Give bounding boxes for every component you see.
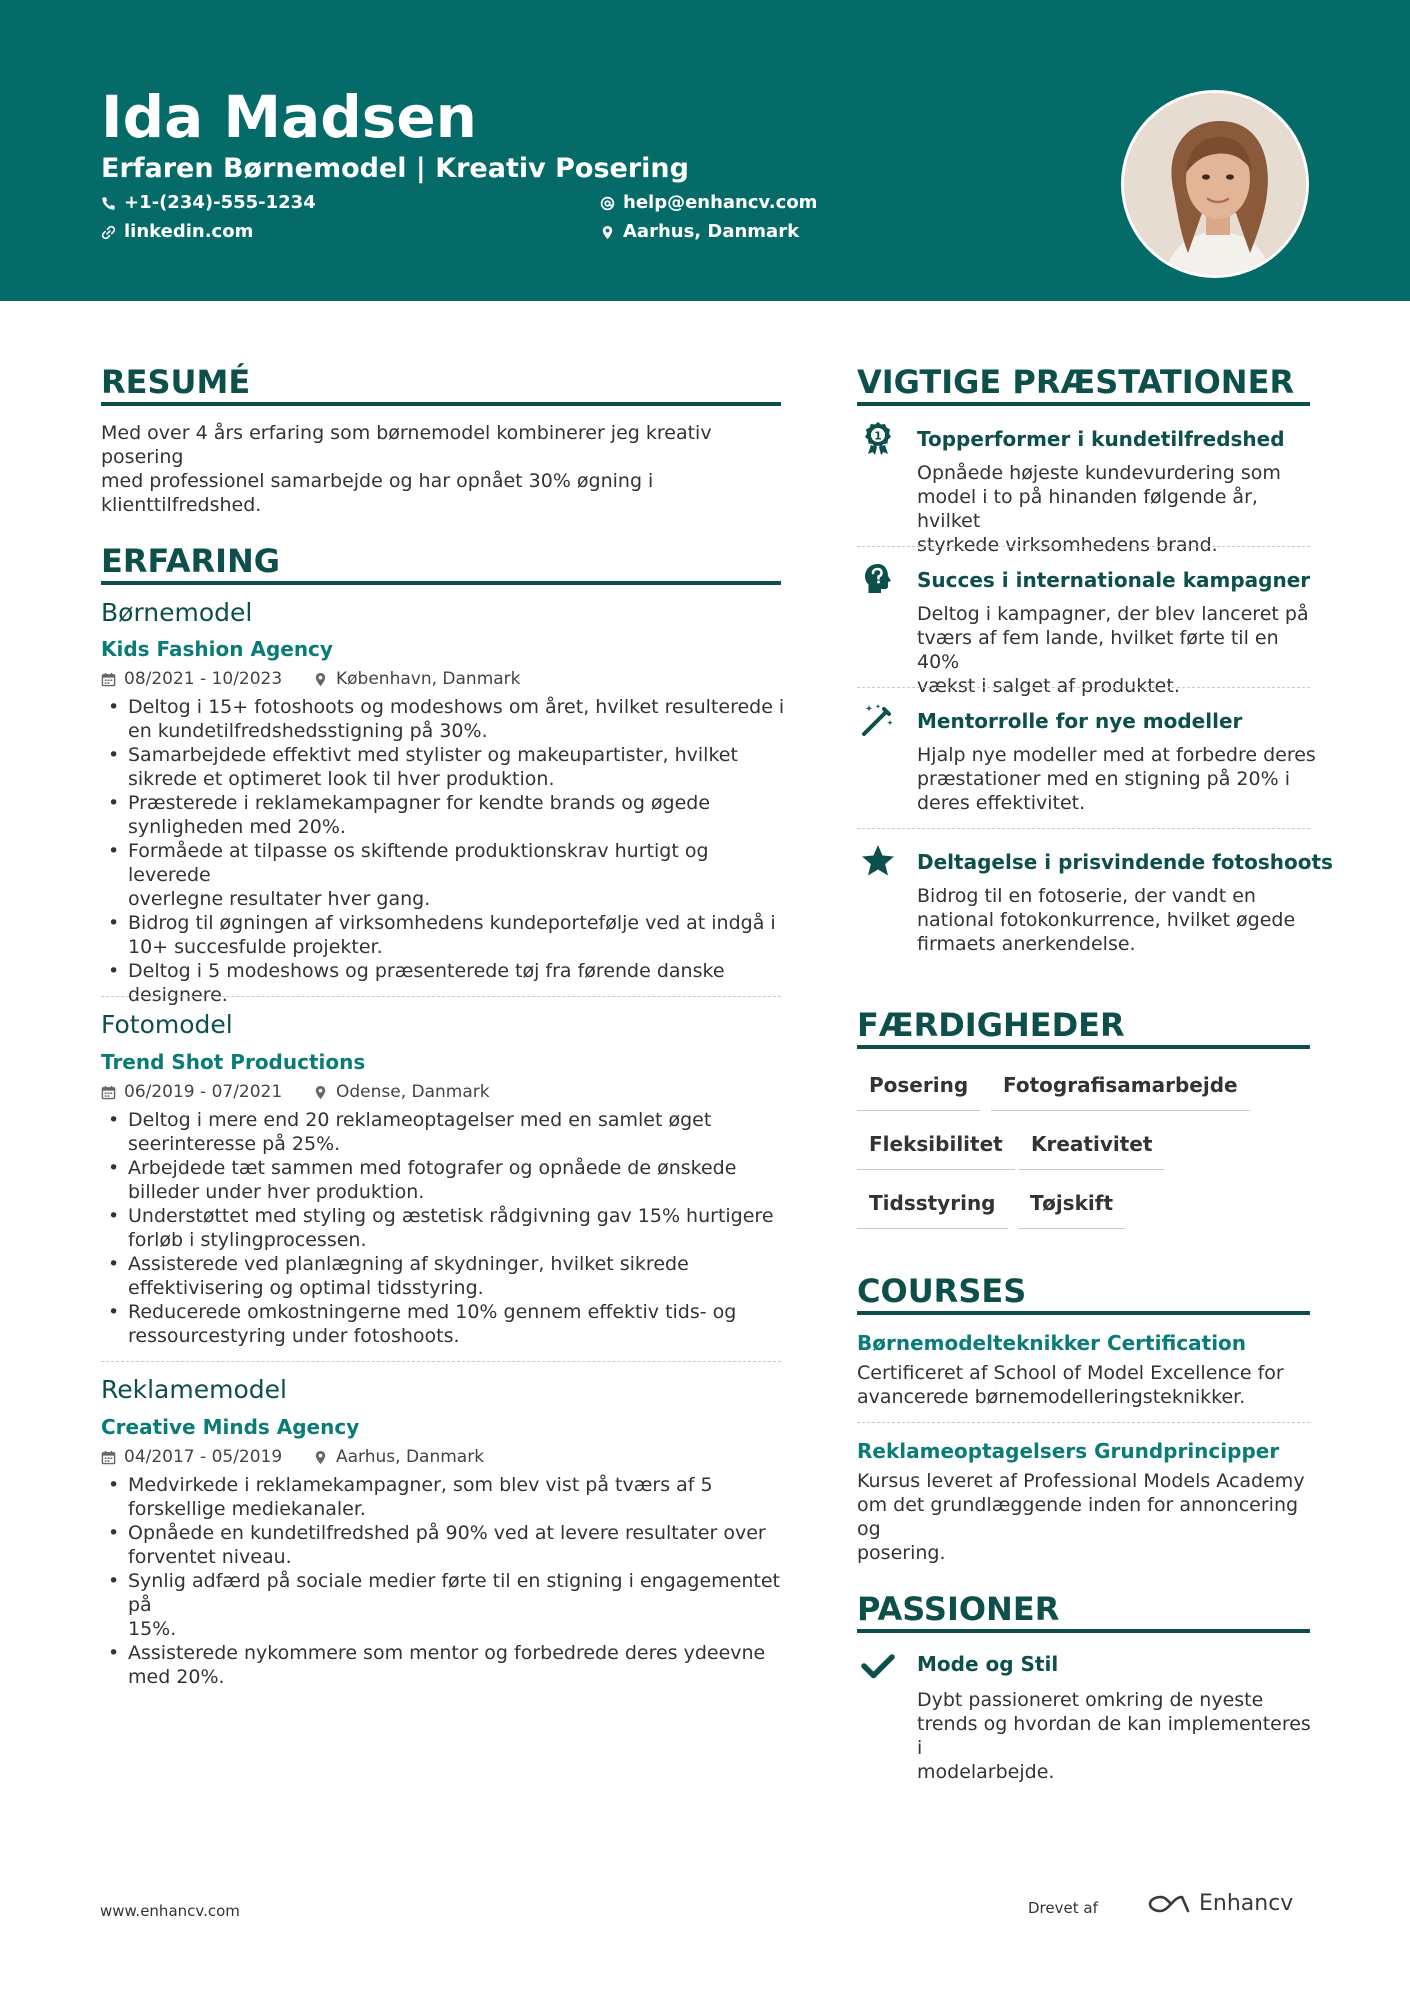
magic-wand-icon (860, 702, 896, 738)
description-line: Deltog i kampagner, der blev lanceret på (917, 603, 1309, 625)
job-bullets (101, 1108, 791, 1348)
bullet-line: • Præsterede i reklamekampagner for kendte brands og øgede (128, 792, 711, 814)
passion-title: Mode og Stil (917, 1652, 1059, 1676)
description-line: firmaets anerkendelse. (917, 933, 1136, 955)
achievements-heading: VIGTIGE PRÆSTATIONER (857, 363, 1295, 401)
description-line: vækst i salget af produktet. (917, 675, 1180, 697)
job-bullet (101, 1569, 791, 1641)
skill-tag: Posering (857, 1072, 980, 1111)
contact-email[interactable] (600, 191, 817, 215)
job-role: Reklamemodel (101, 1375, 287, 1404)
job-bullet (101, 1204, 791, 1252)
description-line: deres effektivitet. (917, 792, 1086, 814)
profile-portrait-illustration (1124, 93, 1309, 278)
bullet-line: • Opnåede en kundetilfredshed på 90% ved at levere resultater over (128, 1522, 766, 1544)
location-pin-icon (313, 672, 328, 687)
job-company[interactable]: Creative Minds Agency (101, 1415, 360, 1439)
linkedin-text: linkedin.com (124, 221, 254, 242)
achievement-divider (857, 546, 1310, 547)
candidate-subtitle: Erfaren Børnemodel | Kreativ Posering (101, 153, 689, 184)
summary-rule (101, 402, 781, 406)
phone-icon (101, 196, 116, 211)
bullet-line: synligheden med 20%. (128, 816, 346, 838)
summary-line: klienttilfredshed. (101, 494, 262, 516)
footer-website[interactable]: www.enhancv.com (100, 1902, 240, 1920)
course-divider (857, 1422, 1310, 1423)
course-title: Reklameoptagelsers Grundprincipper (857, 1439, 1280, 1463)
achievement-title: Topperformer i kundetilfredshed (917, 427, 1285, 451)
achievements-rule (857, 402, 1310, 406)
job-bullet (101, 791, 791, 839)
location-pin-icon (313, 1085, 328, 1100)
course-description (857, 1361, 1310, 1409)
bullet-line: • Formåede at tilpasse os skiftende produktionskrav hurtigt og leverede (128, 840, 709, 886)
description-line: præstationer med en stigning på 20% i (917, 768, 1290, 790)
at-icon (600, 196, 615, 211)
description-line: trends og hvordan de kan implementeres i (917, 1713, 1311, 1759)
bullet-line: • Reducerede omkostningerne med 10% gennem effektiv tids- og (128, 1301, 737, 1323)
achievement-title: Mentorrolle for nye modeller (917, 709, 1243, 733)
phone-text: +1-(234)-555-1234 (124, 192, 316, 213)
job-dates (101, 668, 282, 690)
bullet-line: designere. (128, 984, 228, 1006)
bullet-line: • Deltog i 5 modeshows og præsenterede tøj fra førende danske (128, 960, 725, 982)
bullet-line: • Assisterede ved planlægning af skydninger, hvilket sikrede (128, 1253, 689, 1275)
bullet-line: • Synlig adfærd på sociale medier førte til en stigning i engagementet på (128, 1570, 780, 1616)
bullet-line: sikrede et optimeret look til hver produktion. (128, 768, 555, 790)
courses-rule (857, 1311, 1310, 1315)
award-ribbon-icon (860, 420, 896, 456)
job-location-text: Aarhus, Danmark (336, 1447, 485, 1467)
bullet-line: ressourcestyring under fotoshoots. (128, 1325, 460, 1347)
bullet-line: • Deltog i mere end 20 reklameoptagelser med en samlet øget (128, 1109, 712, 1131)
job-bullets (101, 695, 791, 1007)
skill-tag: Tøjskift (1018, 1190, 1125, 1229)
job-bullet (101, 959, 791, 1007)
description-line: Bidrog til en fotoserie, der vandt en (917, 885, 1256, 907)
enhancv-logo-icon (1147, 1891, 1193, 1917)
location-pin-icon (600, 225, 615, 240)
email-text: help@enhancv.com (623, 192, 818, 213)
job-bullet (101, 839, 791, 911)
bullet-line: • Medvirkede i reklamekampagner, som blev vist på tværs af 5 (128, 1474, 713, 1496)
bullet-line: en kundetilfredshedsstigning på 30%. (128, 720, 488, 742)
course-description (857, 1469, 1310, 1565)
calendar-icon (101, 1450, 116, 1465)
job-company[interactable]: Kids Fashion Agency (101, 637, 333, 661)
job-dates-text: 08/2021 - 10/2023 (124, 669, 283, 689)
job-dates-text: 04/2017 - 05/2019 (124, 1447, 283, 1467)
description-line: tværs af fem lande, hvilket førte til en 40% (917, 627, 1279, 673)
contact-location (600, 220, 799, 244)
job-dates (101, 1081, 282, 1103)
description-line: Certificeret af School of Model Excellence for (857, 1362, 1284, 1384)
bullet-line: effektivisering og optimal tidsstyring. (128, 1277, 484, 1299)
bullet-line: overlegne resultater hver gang. (128, 888, 431, 910)
job-bullet (101, 695, 791, 743)
job-bullet (101, 1252, 791, 1300)
achievement-divider (857, 828, 1310, 829)
star-icon (860, 843, 896, 879)
courses-heading: COURSES (857, 1272, 1027, 1310)
footer-brand-logo[interactable] (1147, 1891, 1293, 1917)
description-line: Dybt passioneret omkring de nyeste (917, 1689, 1264, 1711)
description-line: model i to på hinanden følgende år, hvilket (917, 486, 1258, 532)
job-bullet (101, 1521, 791, 1569)
job-bullets (101, 1473, 791, 1689)
passions-rule (857, 1629, 1310, 1633)
job-location (313, 1081, 490, 1103)
description-line: modelarbejde. (917, 1761, 1055, 1783)
summary-line: med professionel samarbejde og har opnået 30% øgning i (101, 470, 654, 492)
skill-tag: Fleksibilitet (857, 1131, 1015, 1170)
achievement-description (917, 884, 1317, 956)
passion-description (917, 1688, 1317, 1784)
job-role: Børnemodel (101, 598, 253, 627)
summary-heading: RESUMÉ (101, 363, 251, 401)
job-location-text: København, Danmark (336, 669, 521, 689)
description-line: posering. (857, 1542, 946, 1564)
skill-tag: Fotografisamarbejde (991, 1072, 1250, 1111)
passions-heading: PASSIONER (857, 1590, 1060, 1628)
candidate-name: Ida Madsen (101, 83, 477, 151)
calendar-icon (101, 1085, 116, 1100)
job-divider (101, 996, 781, 997)
bullet-line: forventet niveau. (128, 1546, 292, 1568)
job-dates (101, 1446, 282, 1468)
job-location (313, 668, 521, 690)
summary-line: Med over 4 års erfaring som børnemodel kombinerer jeg kreativ posering (101, 422, 712, 468)
summary-text (101, 421, 781, 517)
achievement-description (917, 602, 1317, 698)
footer-powered-by: Drevet af (1028, 1899, 1098, 1917)
bullet-line: 15%. (128, 1618, 177, 1640)
job-bullet (101, 1473, 791, 1521)
skill-tag: Kreativitet (1019, 1131, 1164, 1170)
profile-photo (1121, 90, 1309, 278)
contact-linkedin[interactable] (101, 220, 253, 244)
job-company[interactable]: Trend Shot Productions (101, 1050, 366, 1074)
description-line: Kursus leveret af Professional Models Academy (857, 1470, 1305, 1492)
header-banner (0, 0, 1410, 301)
location-text: Aarhus, Danmark (623, 221, 800, 242)
course-title: Børnemodelteknikker Certification (857, 1331, 1247, 1355)
bullet-line: • Deltog i 15+ fotoshoots og modeshows om året, hvilket resulterede i (128, 696, 785, 718)
job-location-text: Odense, Danmark (336, 1082, 490, 1102)
experience-rule (101, 581, 781, 585)
bullet-line: billeder under hver produktion. (128, 1181, 425, 1203)
achievement-title: Succes i internationale kampagner (917, 568, 1311, 592)
job-bullet (101, 743, 791, 791)
bullet-line: seerinteresse på 25%. (128, 1133, 341, 1155)
job-bullet (101, 1300, 791, 1348)
skills-heading: FÆRDIGHEDER (857, 1006, 1125, 1044)
job-bullet (101, 911, 791, 959)
location-pin-icon (313, 1450, 328, 1465)
checkmark-icon (860, 1648, 896, 1684)
description-line: om det grundlæggende inden for annoncering og (857, 1494, 1299, 1540)
job-location (313, 1446, 484, 1468)
job-divider (101, 1361, 781, 1362)
skills-rule (857, 1045, 1310, 1049)
description-line: Hjalp nye modeller med at forbedre deres (917, 744, 1316, 766)
description-line: avancerede børnemodelleringsteknikker. (857, 1386, 1246, 1408)
contact-phone[interactable] (101, 191, 316, 215)
head-profile-icon (860, 561, 896, 597)
footer-brand-text: Enhancv (1199, 1891, 1294, 1916)
calendar-icon (101, 672, 116, 687)
bullet-line: • Arbejdede tæt sammen med fotografer og opnåede de ønskede (128, 1157, 737, 1179)
bullet-line: 10+ succesfulde projekter. (128, 936, 383, 958)
bullet-line: med 20%. (128, 1666, 225, 1688)
skill-tag: Tidsstyring (857, 1190, 1008, 1229)
link-icon (101, 225, 116, 240)
job-bullet (101, 1108, 791, 1156)
achievement-divider (857, 687, 1310, 688)
description-line: Opnåede højeste kundevurdering som (917, 462, 1281, 484)
job-bullet (101, 1156, 791, 1204)
bullet-line: • Understøttet med styling og æstetisk rådgivning gav 15% hurtigere (128, 1205, 774, 1227)
job-bullet (101, 1641, 791, 1689)
bullet-line: • Samarbejdede effektivt med stylister og makeupartister, hvilket (128, 744, 738, 766)
bullet-line: forløb i stylingprocessen. (128, 1229, 367, 1251)
bullet-line: forskellige mediekanaler. (128, 1498, 366, 1520)
job-role: Fotomodel (101, 1010, 233, 1039)
experience-heading: ERFARING (101, 542, 281, 580)
bullet-line: • Assisterede nykommere som mentor og forbedrede deres ydeevne (128, 1642, 766, 1664)
description-line: national fotokonkurrence, hvilket øgede (917, 909, 1296, 931)
achievement-description (917, 461, 1317, 557)
bullet-line: • Bidrog til øgningen af virksomhedens kundeportefølje ved at indgå i (128, 912, 776, 934)
description-line: styrkede virksomhedens brand. (917, 534, 1218, 556)
svg-text:1: 1 (874, 429, 882, 443)
achievement-title: Deltagelse i prisvindende fotoshoots (917, 850, 1333, 874)
achievement-description (917, 743, 1317, 815)
job-dates-text: 06/2019 - 07/2021 (124, 1082, 283, 1102)
